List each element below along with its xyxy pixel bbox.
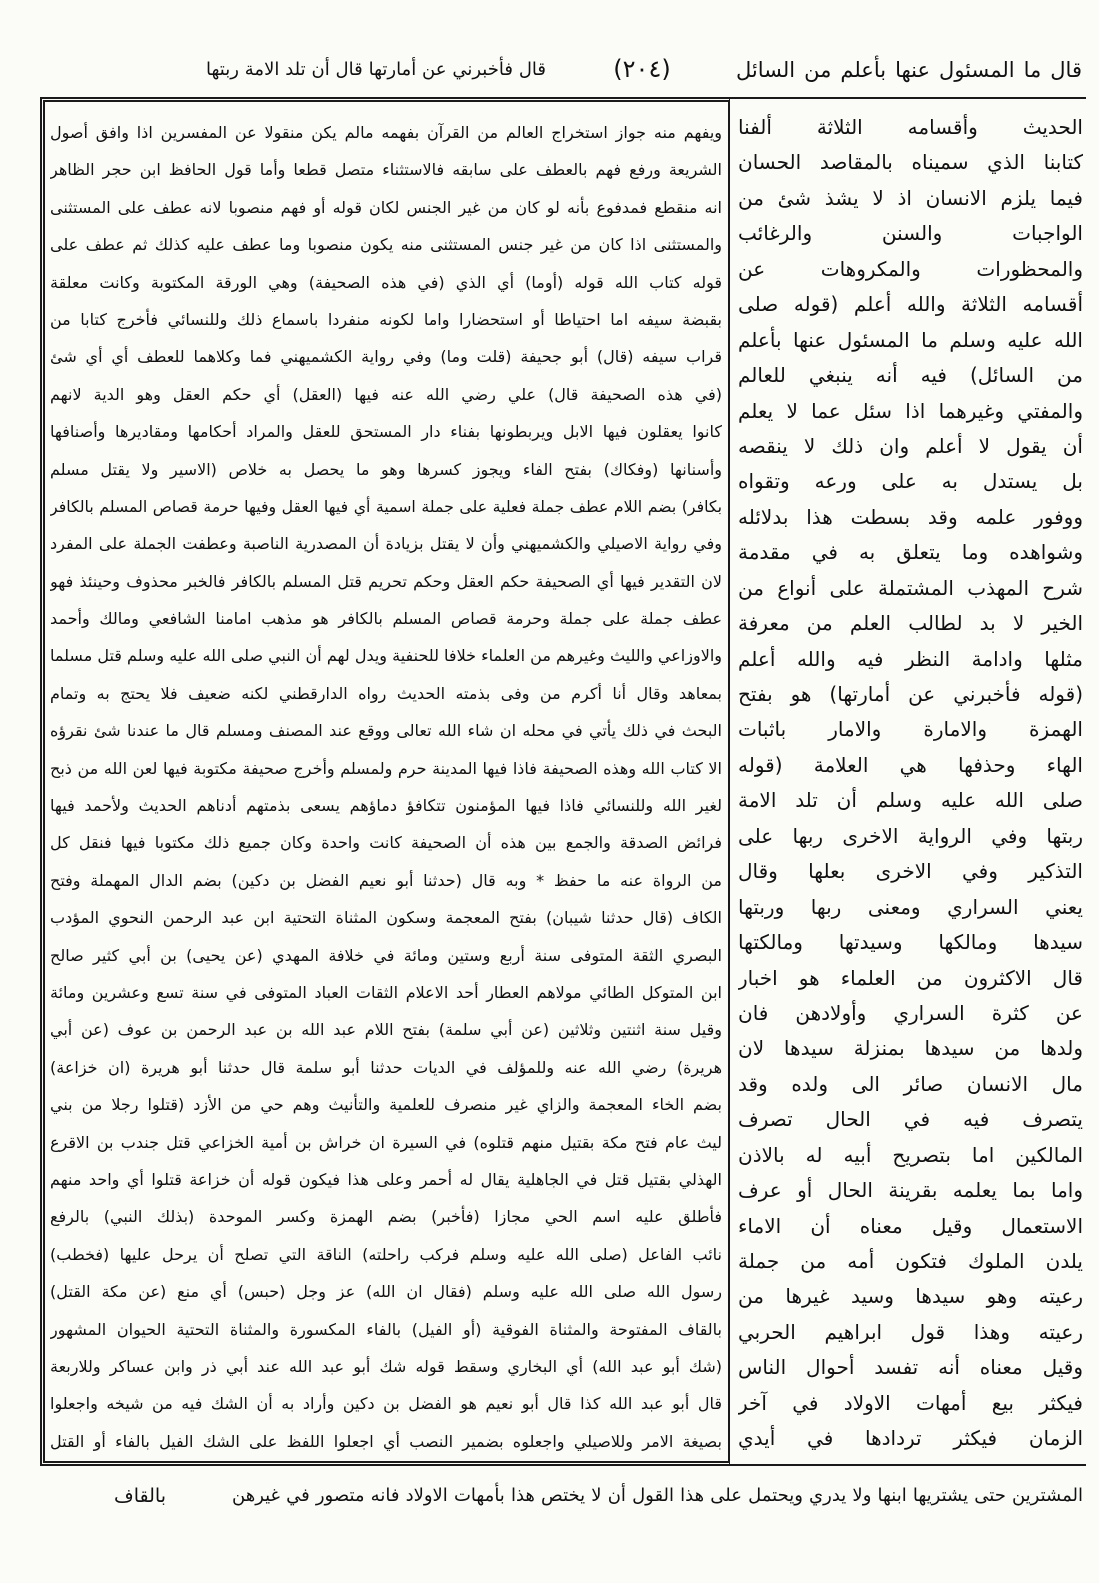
main-text-line: وفي رواية الاصيلي والكشميهني وأن لا يقتل بزيادة أن المصدرية الناصبة وعطفت الجملة على المفرد <box>50 534 722 554</box>
main-text-line: وأسنانها (وفكاك) بفتح الفاء ويجوز كسرها وهو ما يحصل به خلاص (الاسير ولا يقتل مسلم <box>50 459 722 479</box>
main-text-line: ابن المتوكل الطائي مولاهم العطار أحد الاعلام الثقات العباد المتوفى في سنة تسع وعشرين ومائة <box>50 982 722 1002</box>
margin-text-line: يلدن الملوك فتكون أمه من جملة <box>738 1249 1083 1273</box>
margin-text-line: الحديث وأقسامه الثلاثة ألفنا <box>738 115 1083 139</box>
margin-text-line: الخير لا بد لطالب العلم من معرفة <box>738 611 1083 636</box>
margin-text-line: ولدها من سيدها بمنزلة سيدها لان <box>738 1036 1083 1061</box>
main-text-line: البصري الثقة المتوفى سنة أربع وستين ومائة في خلافة المهدي (عن يحيى) بن أبي كثير صالح <box>50 945 722 965</box>
margin-bottom-rule <box>730 1464 1086 1466</box>
margin-text-line: شرح المهذب المشتملة على أنواع من <box>738 575 1083 600</box>
main-text-line: بضم الخاء المعجمة والزاي غير منصرف للعلمية والتأنيث وهم حي من الأزد (قتلوا رجلا من بني <box>50 1095 722 1115</box>
margin-text-line: رعيته وهذا قول ابراهيم الحربي <box>738 1319 1083 1344</box>
catchword: بالقاف <box>114 1485 166 1507</box>
main-text-line: بالقاف المفتوحة والمثناة الفوقية (أو الفيل) بالفاء المكسورة والمثناة التحتية الحيوان المشهور <box>50 1319 722 1339</box>
main-text-line: بكافر) بضم اللام عطف جملة فعلية على جملة اسمية أي فيها العقل وفيها حرمة قصاص المسلم بالكافر <box>50 496 722 516</box>
main-text-line: (في هذه الصحيفة قال) علي رضي الله عنه فيها (العقل) أي حكم العقل وهو الدية لانهم <box>50 384 722 404</box>
margin-text-line: الهمزة والامارة والامار باثبات <box>738 717 1083 742</box>
main-text-line: لغير الله وللنسائي فاذا فيها المؤمنون تتكافؤ دماؤهم يسعى بذمتهم أدناهم الحديث ولأحمد فيها <box>50 796 722 816</box>
main-text-line: لان التقدير فيها أي الصحيفة حكم العقل وحكم تحريم قتل المسلم بالكافر فالخبر محذوف وحينئذ فهو <box>50 571 722 591</box>
margin-text-line: عن كثرة السراري وأولادهن فان <box>738 1000 1083 1025</box>
main-text-line: والمستثنى اذا كان من غير جنس المستثنى منه يكون منصوبا وما عطف عليه كذلك ثم عطف على <box>50 235 722 255</box>
main-text-line: البحث في ذلك يأتي في محله ان شاء الله تعالى ووقع عند المصنف ومسلم قال ما عندنا شئ نقرؤه <box>50 721 722 741</box>
main-text-line: فرائض الصدقة والجمع بين هذه أن الصحيفة كانت واحدة وكان جميع ذلك مكتوبا فيها فنقل كل <box>50 833 722 853</box>
main-text-line: ليث عام فتح مكة بقتيل منهم قتلوه) في السيرة ان خراش بن أمية الخزاعي قتل جندب بن الاقرع <box>50 1132 722 1152</box>
margin-text-line: الزمان فيكثر تردادها في أيدي <box>738 1426 1083 1451</box>
main-text-line: ويفهم منه جواز استخراج العالم من القرآن بفهمه مالم يكن منقولا عن المفسرين اذا وافق أصول <box>50 123 722 142</box>
main-commentary-column <box>50 114 722 1460</box>
margin-text-line: كتابنا الذي سميناه بالمقاصد الحسان <box>738 150 1083 175</box>
margin-text-line: المالكين اما بتصريح أبيه له بالاذن <box>738 1142 1083 1167</box>
running-head-left: قال فأخبرني عن أمارتها قال أن تلد الامة ربتها <box>206 59 546 80</box>
main-text-line: انه منقطع فمدفوع بأنه لو كان من غير الجنس لكان قوله أو فهم منصوبا لانه عطف على المستثنى <box>50 197 722 217</box>
marginal-commentary-column <box>738 110 1083 1457</box>
margin-text-line: مثلها وادامة النظر فيه والله أعلم <box>738 646 1083 671</box>
margin-text-line: بل يستدل به على ورعه وتقواه <box>738 469 1083 494</box>
margin-text-line: رعيته وهو سيدها وسيد غيرها من <box>738 1284 1083 1309</box>
main-text-line: فأطلق عليه اسم الحي مجازا (فأخبر) بضم الهمزة وكسر الموحدة (بذلك النبي) بالرفع <box>50 1207 722 1227</box>
margin-text-line: فيما يلزم الانسان اذ لا يشذ شئ من <box>738 185 1083 210</box>
margin-text-line: ووفور علمه وقد بسطت هذا بدلائله <box>738 504 1083 529</box>
margin-continuation-line: المشترين حتى يشتريها ابنها ولا يدري ويحتمل على هذا القول أن لا يختص هذا بأمهات الاولاد فانه متصور في غيرهن <box>232 1485 1083 1506</box>
margin-text-line: الاستعمال وقيل معناه أن الاماء <box>738 1213 1083 1238</box>
margin-text-line: وشواهده وما يتعلق به في مقدمة <box>738 540 1083 565</box>
margin-text-line: ربتها وفي الرواية الاخرى ربها على <box>738 823 1083 848</box>
running-head-right: قال ما المسئول عنها بأعلم من السائل <box>736 58 1082 82</box>
main-text-line: قوله كتاب الله قوله (أوما) أي الذي (في هذه الصحيفة) وهي الورقة المكتوبة وكانت معلقة <box>50 272 722 292</box>
margin-text-line: مال الانسان صائر الى ولده وقد <box>738 1071 1083 1096</box>
main-text-line: (شك أبو عبد الله) أي البخاري وسقط قوله شك أبو عبد الله عند أبي ذر وابن عساكر وللاربعة <box>50 1356 722 1376</box>
margin-text-line: أقسامه الثلاثة والله أعلم (قوله صلى <box>738 292 1083 317</box>
margin-text-line: الله عليه وسلم ما المسئول عنها بأعلم <box>738 327 1083 352</box>
margin-text-line: والمفتي وغيرهما اذا سئل عما لا يعلم <box>738 398 1083 423</box>
margin-text-line: أن يقول لا أعلم وان ذلك لا ينقصه <box>738 433 1083 458</box>
main-text-line: كانوا يعقلون فيها الابل ويربطونها بفناء دار المستحق للعقل والمراد أحكامها ومقاديرها وأصنافها <box>50 422 722 442</box>
margin-top-rule <box>730 97 1086 99</box>
margin-text-line: من السائل) فيه أنه ينبغي للعالم <box>738 363 1083 388</box>
main-text-line: من الرواة عنه ما حفظ * وبه قال (حدثنا أبو نعيم الفضل بن دكين) بضم الدال المهملة وفتح <box>50 870 722 890</box>
main-text-line: بمعاهد وقال أنا أكرم من وفى بذمته الحديث رواه الدارقطني لكنه ضعيف فلا يحتج به وتمام <box>50 683 722 703</box>
margin-text-line: يتصرف فيه في الحال تصرف <box>738 1107 1083 1132</box>
main-text-line: بصيغة الامر وللاصيلي واجعلوه بضمير النصب أي اجعلوا اللفظ على الشك الفيل بالفاء أو القتل <box>50 1431 722 1451</box>
main-text-line: الكاف (قال حدثنا شيبان) بفتح المعجمة وسكون المثناة التحتية ابن عبد الرحمن النحوي المؤدب <box>50 908 722 928</box>
margin-text-line: فيكثر بيع أمهات الاولاد في آخر <box>738 1390 1083 1415</box>
page-number: (٢٠٤) <box>613 55 671 83</box>
margin-text-line: صلى الله عليه وسلم أن تلد الامة <box>738 788 1083 813</box>
main-text-line: وقيل سنة اثنتين وثلاثين (عن أبي سلمة) بفتح اللام عبد الله بن عبد الرحمن بن عوف (عن أبي <box>50 1020 722 1040</box>
margin-text-line: والمحظورات والمكروهات عن <box>738 256 1083 281</box>
margin-text-line: قال الاكثرون من العلماء هو اخبار <box>738 965 1083 990</box>
margin-text-line: سيدها ومالكها وسيدتها ومالكتها <box>738 930 1083 955</box>
main-text-line: قراب سيفه (قال) أبو جحيفة (قلت وما) وفي رواية الكشميهني فما وكلاهما للعطف أي أي شئ <box>50 347 722 367</box>
main-text-line: الهذلي بقتيل قتل في الجاهلية يقال له أحمر وعلى هذا فيكون قوله أن خزاعة قتلوا أي واحد منهم <box>50 1169 722 1189</box>
main-text-line: بقبضة سيفه اما احتياطا أو استحضارا واما لكونه منفردا باسماع ذلك وللنسائي فأخرج كتابا من <box>50 309 722 329</box>
margin-text-line: التذكير وفي الاخرى بعلها وقال <box>738 859 1083 884</box>
main-text-line: والاوزاعي والليث وغيرهم من العلماء خلافا للحنفية ويدل لهم أن النبي صلى الله عليه وسلم قتل مسلما <box>50 646 722 666</box>
main-text-line: الا كتاب الله وهذه الصحيفة فاذا فيها المدينة حرم ولمسلم وأخرج صحيفة مكتوبة فيها لعن الله من ذبح <box>50 758 722 778</box>
margin-text-line: واما بما يعلمه بقرينة الحال أو عرف <box>738 1178 1083 1203</box>
main-text-line: قال أبو عبد الله كذا قال أبو نعيم هو الفضل بن دكين وأراد به أن الشك فيه من شيخه واجعلوا <box>50 1394 722 1414</box>
margin-text-line: الواجبات والسنن والرغائب <box>738 221 1083 246</box>
margin-text-line: (قوله فأخبرني عن أمارتها) هو بفتح <box>738 682 1083 706</box>
margin-text-line: وقيل معناه أنه تفسد أحوال الناس <box>738 1355 1083 1380</box>
margin-text-line: الهاء وحذفها هي العلامة (قوله <box>738 752 1083 777</box>
main-text-line: نائب الفاعل (صلى الله عليه وسلم فركب راحلته) الناقة التي تصلح أن يرحل عليها (فخطب) <box>50 1244 722 1264</box>
main-text-line: هريرة) رضي الله عنه وللمؤلف في الديات حدثنا أبو سلمة قال حدثنا أبو هريرة (ان خزاعة) <box>50 1057 722 1077</box>
main-text-line: رسول الله صلى الله عليه وسلم (فقال ان الله) عز وجل (حبس) أي منع (عن مكة القتل) <box>50 1282 722 1302</box>
margin-text-line: يعني السراري ومعنى ربها وربتها <box>738 894 1083 919</box>
main-text-line: عطف جملة على جملة وحرمة قصاص المسلم بالكافر هو مذهب امامنا الشافعي ومالك وأحمد <box>50 609 722 629</box>
main-text-line: الشريعة ورفع فهم بالعطف على سابقه فالاستثناء متصل قطعا وأما قول الحافظ ابن حجر الظاهر <box>50 160 722 180</box>
